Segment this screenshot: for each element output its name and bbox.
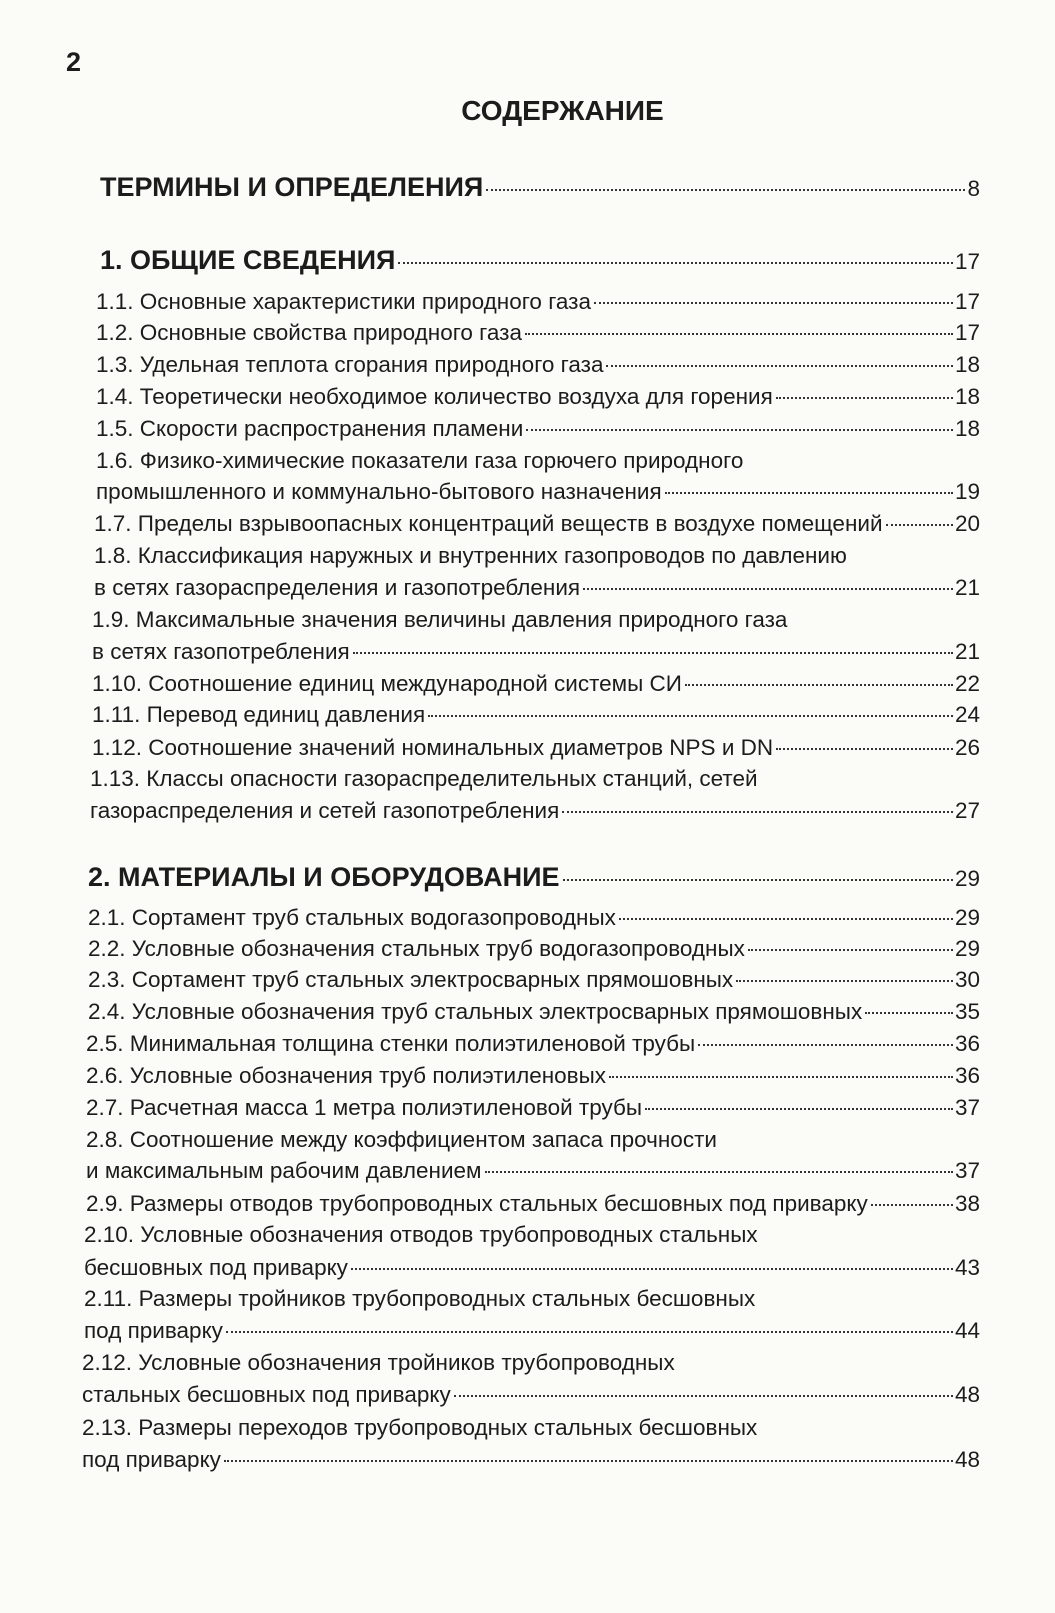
dot-leader <box>351 1268 953 1270</box>
toc-page-number: 17 <box>954 320 980 345</box>
toc-entry-text: 2.7. Расчетная масса 1 метра полиэтиленовой трубы <box>86 1095 643 1120</box>
toc-page-number: 8 <box>967 176 980 201</box>
toc-entry-text: 1.13. Классы опасности газораспределительных станций, сетей <box>90 766 758 791</box>
toc-page-number: 17 <box>954 249 980 274</box>
toc-entry-text: 1. ОБЩИЕ СВЕДЕНИЯ <box>100 245 396 275</box>
toc-entry-text: 1.3. Удельная теплота сгорания природного газа <box>96 352 604 377</box>
dot-leader <box>865 1012 953 1014</box>
toc-entry-row[interactable] <box>92 700 980 730</box>
dot-leader <box>224 1460 953 1462</box>
toc-entry-text: 2.2. Условные обозначения стальных труб водогазопроводных <box>88 936 745 961</box>
toc-entry-text: 1.4. Теоретически необходимое количество воздуха для горения <box>96 384 773 409</box>
dot-leader <box>526 429 953 431</box>
toc-entry-row[interactable] <box>86 1156 980 1186</box>
toc-page-number: 18 <box>954 384 980 409</box>
toc-entry-row[interactable] <box>92 637 980 667</box>
toc-page-number: 21 <box>954 575 980 600</box>
dot-leader <box>609 1076 953 1078</box>
toc-entry-row[interactable] <box>96 287 980 317</box>
dot-leader <box>353 652 953 654</box>
toc-entry-row[interactable] <box>96 446 980 476</box>
toc-entry-row[interactable] <box>96 318 980 348</box>
toc-page-number: 20 <box>954 511 980 536</box>
toc-entry-text: 1.12. Соотношение значений номинальных диаметров NPS и DN <box>92 735 774 760</box>
toc-entry-text: газораспределения и сетей газопотребления <box>90 798 560 823</box>
dot-leader <box>665 492 953 494</box>
toc-entry-text: 2.3. Сортамент труб стальных электросварных прямошовных <box>88 967 734 992</box>
toc-page-number: 44 <box>954 1318 980 1343</box>
toc-entry-text: 2.10. Условные обозначения отводов трубопроводных стальных <box>84 1222 758 1247</box>
toc-entry-row[interactable] <box>84 1316 980 1346</box>
toc-entry-text: 1.10. Соотношение единиц международной системы СИ <box>92 671 682 696</box>
toc-entry-row[interactable] <box>96 350 980 380</box>
toc-entry-row[interactable] <box>92 605 980 635</box>
toc-entry-row[interactable] <box>94 573 980 603</box>
toc-entry-row[interactable] <box>88 965 980 995</box>
toc-entry-row[interactable] <box>82 1348 980 1378</box>
dot-leader <box>594 302 953 304</box>
toc-page-number: 18 <box>954 416 980 441</box>
toc-entry-text: 2.5. Минимальная толщина стенки полиэтиленовой трубы <box>86 1031 696 1056</box>
toc-entry-text: 2.11. Размеры тройников трубопроводных стальных бесшовных <box>84 1286 756 1311</box>
toc-entry-row[interactable] <box>82 1413 980 1443</box>
toc-entry-row[interactable] <box>96 477 980 507</box>
dot-leader <box>562 811 953 813</box>
toc-entry-row[interactable] <box>86 1125 980 1155</box>
toc-page-number: 24 <box>954 702 980 727</box>
toc-entry-text: 1.1. Основные характеристики природного газа <box>96 289 591 314</box>
page-number: 2 <box>66 47 82 77</box>
dot-leader <box>645 1108 953 1110</box>
dot-leader <box>398 262 953 264</box>
toc-page-number: 43 <box>954 1255 980 1280</box>
toc-entry-text: 1.9. Максимальные значения величины давления природного газа <box>92 607 788 632</box>
toc-page-number: 21 <box>954 639 980 664</box>
toc-entry-text: стальных бесшовных под приварку <box>82 1382 451 1407</box>
dot-leader <box>698 1044 953 1046</box>
toc-page-number: 35 <box>954 999 980 1024</box>
toc-entry-text: 2.12. Условные обозначения тройников трубопроводных <box>82 1350 675 1375</box>
toc-entry-text: под приварку <box>82 1447 221 1472</box>
toc-entry-row[interactable] <box>86 1093 980 1123</box>
toc-entry-row[interactable] <box>86 1061 980 1091</box>
toc-entry-row[interactable] <box>92 669 980 699</box>
toc-page-number: 29 <box>954 905 980 930</box>
toc-entry-text: 2.1. Сортамент труб стальных водогазопроводных <box>88 905 616 930</box>
toc-entry-row[interactable] <box>90 796 980 826</box>
dot-leader <box>525 333 953 335</box>
toc-page-number: 38 <box>954 1191 980 1216</box>
toc-entry-text: 2.9. Размеры отводов трубопроводных стальных бесшовных под приварку <box>86 1191 868 1216</box>
toc-entry-row[interactable] <box>86 1189 980 1219</box>
toc-entry-text: 2.8. Соотношение между коэффициентом запаса прочности <box>86 1127 717 1152</box>
dot-leader <box>485 1171 953 1173</box>
toc-page-number: 48 <box>954 1447 980 1472</box>
dot-leader <box>583 588 953 590</box>
toc-page-number: 29 <box>954 866 980 891</box>
toc-entry-row[interactable] <box>96 414 980 444</box>
toc-entry-row[interactable] <box>92 733 980 763</box>
dot-leader <box>736 980 953 982</box>
toc-page-number: 17 <box>954 289 980 314</box>
toc-entry-text: 1.5. Скорости распространения пламени <box>96 416 524 441</box>
toc-page-number: 30 <box>954 967 980 992</box>
toc-page-number: 36 <box>954 1063 980 1088</box>
toc-entry-text: 2.4. Условные обозначения труб стальных электросварных прямошовных <box>88 999 863 1024</box>
toc-entry-row[interactable] <box>88 934 980 964</box>
dot-leader <box>606 365 952 367</box>
toc-page-number: 26 <box>954 735 980 760</box>
dot-leader <box>776 748 953 750</box>
toc-section-row[interactable] <box>100 243 980 279</box>
dot-leader <box>563 879 953 881</box>
toc-page-number: 18 <box>954 352 980 377</box>
dot-leader <box>486 189 965 191</box>
toc-title: СОДЕРЖАНИЕ <box>461 95 664 126</box>
toc-entry-row[interactable] <box>88 903 980 933</box>
toc-entry-row[interactable] <box>94 541 980 571</box>
dot-leader <box>226 1331 953 1333</box>
toc-page-number: 27 <box>954 798 980 823</box>
toc-entry-row[interactable] <box>84 1284 980 1314</box>
toc-entry-text: промышленного и коммунально-бытового назначения <box>96 479 662 504</box>
toc-entry-row[interactable] <box>90 764 980 794</box>
toc-entry-text: 2. МАТЕРИАЛЫ И ОБОРУДОВАНИЕ <box>88 862 560 892</box>
toc-entry-text: в сетях газопотребления <box>92 639 350 664</box>
dot-leader <box>748 949 953 951</box>
toc-section-row[interactable] <box>100 170 980 206</box>
toc-page-number: 36 <box>954 1031 980 1056</box>
toc-entry-text: ТЕРМИНЫ И ОПРЕДЕЛЕНИЯ <box>100 172 484 202</box>
toc-entry-row[interactable] <box>82 1380 980 1410</box>
toc-entry-text: 2.6. Условные обозначения труб полиэтиленовых <box>86 1063 607 1088</box>
toc-page-number: 22 <box>954 671 980 696</box>
toc-page-number: 37 <box>954 1158 980 1183</box>
toc-page-number: 19 <box>954 479 980 504</box>
toc-entry-row[interactable] <box>94 509 980 539</box>
toc-entry-text: 1.8. Классификация наружных и внутренних газопроводов по давлению <box>94 543 847 568</box>
toc-page-number: 48 <box>954 1382 980 1407</box>
toc-entry-row[interactable] <box>86 1029 980 1059</box>
toc-entry-row[interactable] <box>84 1220 980 1250</box>
toc-entry-text: 1.7. Пределы взрывоопасных концентраций веществ в воздухе помещений <box>94 511 883 536</box>
dot-leader <box>886 524 953 526</box>
toc-entry-row[interactable] <box>88 997 980 1027</box>
toc-section-row[interactable] <box>88 860 980 896</box>
dot-leader <box>619 918 953 920</box>
toc-page-number: 29 <box>954 936 980 961</box>
toc-entry-text: 2.13. Размеры переходов трубопроводных стальных бесшовных <box>82 1415 758 1440</box>
dot-leader <box>871 1204 953 1206</box>
toc-page-number: 37 <box>954 1095 980 1120</box>
toc-entry-text: 1.11. Перевод единиц давления <box>92 702 426 727</box>
toc-entry-text: 1.2. Основные свойства природного газа <box>96 320 522 345</box>
toc-entry-text: 1.6. Физико-химические показатели газа горючего природного <box>96 448 744 473</box>
toc-entry-row[interactable] <box>82 1445 980 1475</box>
toc-entry-text: в сетях газораспределения и газопотребления <box>94 575 581 600</box>
toc-entry-text: и максимальным рабочим давлением <box>86 1158 482 1183</box>
dot-leader <box>776 397 953 399</box>
dot-leader <box>685 684 953 686</box>
dot-leader <box>428 715 953 717</box>
toc-entry-text: бесшовных под приварку <box>84 1255 348 1280</box>
toc-entry-text: под приварку <box>84 1318 223 1343</box>
dot-leader <box>454 1395 953 1397</box>
toc-entry-row[interactable] <box>84 1253 980 1283</box>
toc-entry-row[interactable] <box>96 382 980 412</box>
